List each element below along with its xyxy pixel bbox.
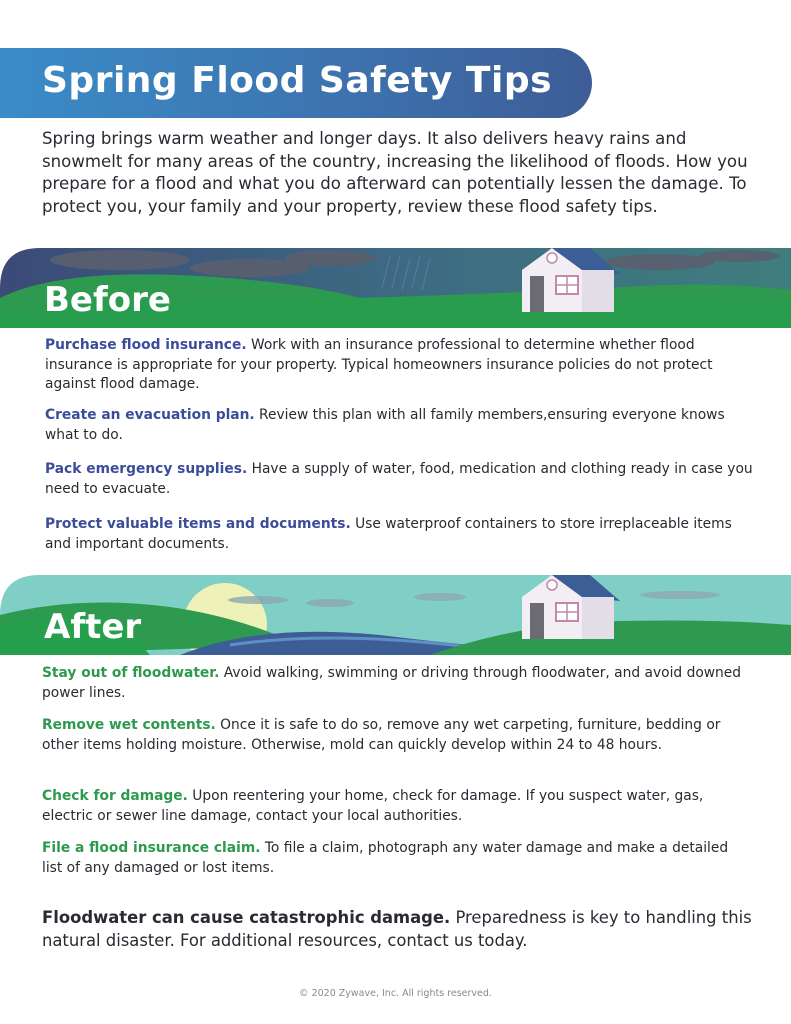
tip-protect-valuables <box>45 515 755 554</box>
tip-lead: Create an evacuation plan. <box>45 407 255 423</box>
tip-body: Upon reentering your home, check for damage. If you suspect water, gas, electric or sewer line damage, contact your local authorities. <box>42 788 704 824</box>
tip-body: Work with an insurance professional to determine whether flood insurance is appropriate for your property. Typical homeowners insurance policies do not protect against flood damage. <box>45 337 713 392</box>
closing-lead: Floodwater can cause catastrophic damage. <box>42 908 451 927</box>
tip-lead: Purchase flood insurance. <box>45 337 247 353</box>
intro-paragraph: Spring brings warm weather and longer days. It also delivers heavy rains and snowmelt for many areas of the country, increasing the likelihood of floods. How you prepare for a flood and what you do afterward can potentially lessen the damage. To protect you, your family and your property, review these flood safety tips. <box>42 129 748 216</box>
copyright-footer: © 2020 Zywave, Inc. All rights reserved. <box>299 988 492 999</box>
tip-lead: Protect valuable items and documents. <box>45 516 351 532</box>
tip-avoid-floodwater <box>42 664 752 703</box>
before-heading: Before <box>44 280 171 320</box>
tip-body: Have a supply of water, food, medication and clothing ready in case you need to evacuate. <box>45 461 753 497</box>
tip-lead: Remove wet contents. <box>42 717 216 733</box>
tip-remove-wet-contents <box>42 716 752 755</box>
title-banner <box>0 48 592 118</box>
tip-purchase-insurance <box>45 336 755 395</box>
tip-lead: Pack emergency supplies. <box>45 461 248 477</box>
after-banner <box>0 575 791 655</box>
tip-body: Review this plan with all family members,ensuring everyone knows what to do. <box>45 407 725 443</box>
after-heading: After <box>44 607 142 647</box>
tip-lead: Check for damage. <box>42 788 188 804</box>
closing-body: Preparedness is key to handling this natural disaster. For additional resources, contact us today. <box>42 908 752 950</box>
closing-paragraph <box>42 907 762 952</box>
tip-emergency-supplies <box>45 460 755 499</box>
tip-file-claim <box>42 839 752 878</box>
before-banner <box>0 248 791 328</box>
tip-check-damage <box>42 787 752 826</box>
tip-body: Use waterproof containers to store irreplaceable items and important documents. <box>45 516 732 552</box>
tip-body: Once it is safe to do so, remove any wet carpeting, furniture, bedding or other items holding moisture. Otherwise, mold can quickly develop within 24 to 48 hours. <box>42 717 721 753</box>
tip-body: To file a claim, photograph any water damage and make a detailed list of any damaged or lost items. <box>42 840 729 876</box>
tip-body: Avoid walking, swimming or driving through floodwater, and avoid downed power lines. <box>42 665 742 701</box>
tip-lead: Stay out of floodwater. <box>42 665 220 681</box>
tip-evacuation-plan <box>45 406 755 445</box>
tip-lead: File a flood insurance claim. <box>42 840 261 856</box>
page-title: Spring Flood Safety Tips <box>42 60 553 101</box>
